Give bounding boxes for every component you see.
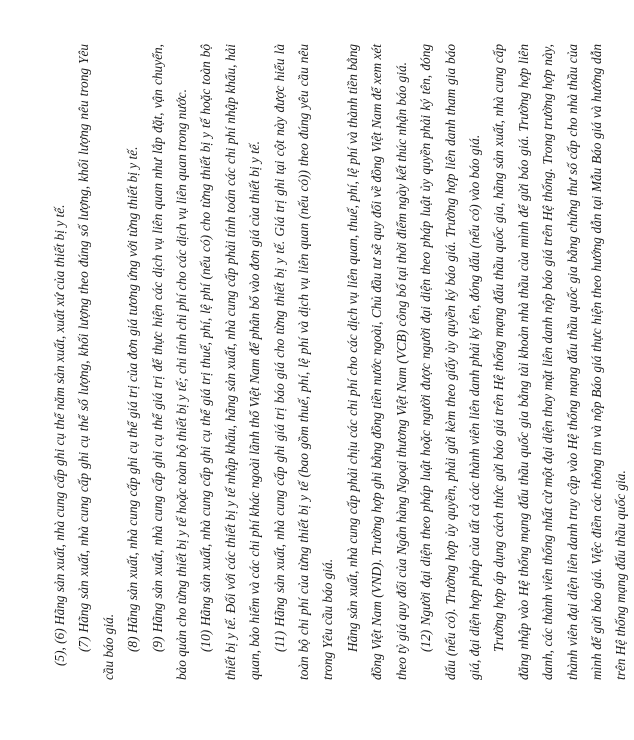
note-5-6: (5), (6) Hãng sản xuất, nhà cung cấp ghi cụ thể năm sản xuất, xuất xứ của thiết bị y tế. xyxy=(52,204,67,666)
note-9: (9) Hãng sản xuất, nhà cung cấp ghi cụ thể giá trị để thực hiện các dịch vụ liên quan như lắp đặt, vận chuyển, bảo quản cho từng thiết bị y tế hoặc toàn bộ thiết bị y tế; chi tính chi phí cho các dịch vụ liên quan trong nước. xyxy=(149,44,190,680)
note-7: (7) Hãng sản xuất, nhà cung cấp ghi cụ thể số lượng, khối lượng theo đúng số lượng, khối lượng nêu trong Yêu cầu báo giá. xyxy=(76,44,116,680)
note-11: (11) Hãng sản xuất, nhà cung cấp ghi giá trị báo giá cho từng thiết bị y tế. Giá trị ghi tại cột này được hiểu là toàn bộ chi phí của từng thiết bị y tế (bao gồm thuế, phí, lệ phí và dịch vụ liên quan (nếu có)) theo đúng yêu cầu nêu trong Yêu cầu báo giá. xyxy=(271,44,336,680)
online-submission-paragraph: Trường hợp áp dụng cách thức gửi báo giá trên Hệ thống mạng đấu thầu quốc gia, hãng sản xuất, nhà cung cấp đăng nhập vào Hệ thống mạng đấu thầu quốc gia bằng tài khoản nhà thầu của mình để gửi báo giá. Trường hợp liên danh, các thành viên thống nhất cử một đại diện thay mặt liên danh nộp báo giá trên Hệ thống. Trong trường hợp này, thành viên đại diện liên danh truy cập vào Hệ thống mạng đấu thầu quốc gia bằng chứng thư số cấp cho nhà thầu của mình để gửi báo giá. Việc điền các thông tin và nộp Báo giá thực hiện theo hướng dẫn tại Mẫu Báo giá và hướng dẫn trên Hệ thống mạng đấu thầu quốc gia. xyxy=(491,44,629,680)
currency-paragraph: Hãng sản xuất, nhà cung cấp phải chịu các chi phí cho các dịch vụ liên quan, thuế, phí, lệ phí và thành tiền bằng đồng Việt Nam (VND). Trường hợp ghi bằng đồng tiền nước ngoài, Chủ đầu tư sẽ quy đổi về đồng Việt Nam để xem xét theo tỷ giá quy đổi của Ngân hàng Ngoại thương Việt Nam (VCB) công bố tại thời điểm ngày kết thúc nhận báo giá. xyxy=(344,44,409,680)
note-12: (12) Người đại diện theo pháp luật hoặc người được người đại diện theo pháp luật ủy quyền phải ký tên, đóng dấu (nếu có). Trường hợp ủy quyền, phải gửi kèm theo giấy ủy quyền ký báo giá. Trường hợp liên danh tham gia báo giá, đại diện hợp pháp của tất cả các thành viên liên danh phải ký tên, đóng dấu (nếu có) vào báo giá. xyxy=(418,44,482,680)
rotated-text-block xyxy=(48,44,629,680)
note-10: (10) Hãng sản xuất, nhà cung cấp ghi cụ thể giá trị thuế, phí, lệ phí (nếu có) cho từng thiết bị y tế hoặc toàn bộ thiết bị y tế. Đối với các thiết bị y tế nhập khẩu, hãng sản xuất, nhà cung cấp phải tính toán các chi phí nhập khẩu, hải quan, bảo hiểm và các chi phí khác ngoài lãnh thổ Việt Nam để phân bổ vào đơn giá của thiết bị y tế. xyxy=(198,44,263,680)
note-8: (8) Hãng sản xuất, nhà cung cấp ghi cụ thể giá trị của đơn giá tương ứng với từng thiết bị y tế. xyxy=(125,146,141,652)
